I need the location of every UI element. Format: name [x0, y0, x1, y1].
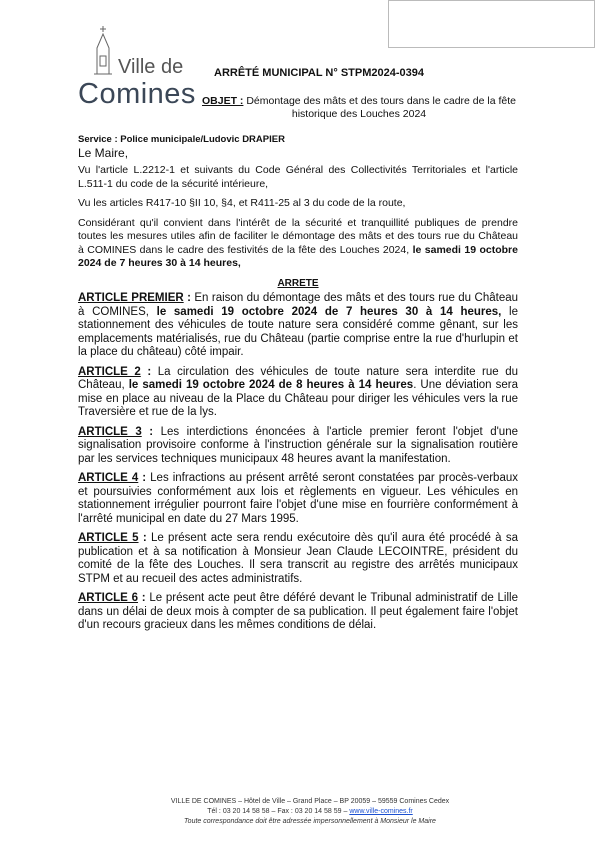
- article-sep: :: [183, 292, 195, 304]
- article-3: [78, 426, 518, 467]
- article-label: ARTICLE 3: [78, 425, 142, 438]
- article-label: ARTICLE 2: [78, 365, 141, 378]
- objet-label: OBJET :: [202, 95, 244, 107]
- logo-line1: Ville de: [118, 56, 184, 78]
- article-bold: le samedi 19 octobre 2024 de 7 heures 30 à 14 heures,: [156, 305, 502, 318]
- considerant-text: Considérant qu'il convient dans l'intérêt de la sécurité et tranquillité publiques de prendre toutes les mesures utiles afin de faciliter le démontage des mâts et des tours rue du Château à COMINES dans le cadre des festivités de la fête des Louches 2024,: [78, 216, 518, 256]
- document-body: [78, 133, 518, 639]
- article-text-end: . Une déviation sera mise en place au niveau de la Place du Château pour diriger les véhicules vers la rue Traversière et rue de la lys.: [78, 379, 518, 418]
- article-text: Le présent acte peut être déféré devant le Tribunal administratif de Lille dans un délai de deux mois à compter de sa publication. Il peut également faire l'objet d'un recours gracieux dans les mêmes conditions de délai.: [78, 592, 518, 631]
- website-link[interactable]: www.ville-comines.fr: [349, 808, 413, 815]
- article-sep: :: [138, 472, 151, 484]
- logo: [78, 26, 198, 110]
- maire-line: Le Maire,: [78, 145, 129, 160]
- article-bold: le samedi 19 octobre 2024 de 8 heures à 14 heures: [128, 379, 414, 391]
- article-5: [78, 532, 518, 586]
- church-icon: [92, 26, 114, 76]
- article-text: Les interdictions énoncées à l'article premier feront l'objet d'une signalisation provisoire conforme à l'instruction générale sur la signalisation routière par les services techniques municipaux 48 heures avant la manifestation.: [78, 425, 518, 465]
- empty-stamp-box: [388, 0, 595, 48]
- article-text: Les infractions au présent arrêté seront constatées par procès-verbaux et poursuivies conformément aux lois et règlements en vigueur. Les véhicules en stationnement irrégulier pourront faire l'objet d'une mise en fourrière conformément à l'arrêté municipal en date du 27 Mars 1995.: [78, 472, 518, 525]
- footer-phone: Tél : 03 20 14 58 58 – Fax : 03 20 14 58 59 –: [207, 808, 350, 815]
- article-text-end: le stationnement des véhicules de toute nature sera considéré comme gênant, sur les emplacements matérialisés, rue du Château (partie comprise entre la rue d'hurlupin et la place du château) côté impair.: [78, 305, 518, 358]
- footer-note: Toute correspondance doit être adressée impersonnellement à Monsieur le Maire: [184, 818, 436, 825]
- objet-text: Démontage des mâts et des tours dans le cadre de la fête historique des Louches 2024: [243, 95, 516, 120]
- logo-line2: Comines: [78, 78, 196, 110]
- article-1: [78, 292, 518, 360]
- vu-paragraph-2: Vu les articles R417-10 §II 10, §4, et R411-25 al 3 du code de la route,: [78, 197, 406, 209]
- footer-address: VILLE DE COMINES – Hôtel de Ville – Grand Place – BP 20059 – 59559 Comines Cedex: [170, 798, 450, 805]
- considerant-paragraph: [78, 217, 518, 271]
- article-6: [78, 592, 518, 633]
- footer-contact: [100, 807, 520, 817]
- arrete-heading: ARRETE: [277, 277, 319, 289]
- article-sep: :: [137, 592, 150, 604]
- objet: [200, 95, 518, 121]
- article-label: ARTICLE 5: [78, 532, 139, 544]
- article-label: ARTICLE 4: [78, 472, 139, 484]
- article-4: [78, 472, 518, 526]
- article-label: ARTICLE PREMIER: [78, 292, 184, 304]
- article-text: Le présent acte sera rendu exécutoire dès qu'il aura été procédé à sa publication et à sa notification à Monsieur Jean Claude LECOINTRE, président du comité de la fête des Louches. Il sera transcrit au registre des arrêtés municipaux STPM et au recueil des actes administratifs.: [78, 532, 519, 585]
- article-2: [78, 366, 518, 420]
- footer: [100, 797, 520, 827]
- article-label: ARTICLE 6: [78, 592, 138, 604]
- article-sep: :: [138, 532, 151, 544]
- considerant-bold: le samedi 19 octobre 2024 de 7 heures 30 à 14 heures,: [78, 243, 518, 269]
- service-line: Service : Police municipale/Ludovic DRAPIER: [78, 134, 285, 145]
- article-sep: :: [141, 425, 161, 438]
- article-text: En raison du démontage des mâts et des tours rue du Château à COMINES,: [78, 292, 519, 318]
- document-title: ARRÊTÉ MUNICIPAL N° STPM2024-0394: [214, 67, 424, 79]
- vu-paragraph-1: Vu l'article L.2212-1 et suivants du Code Général des Collectivités Territoriales et l'article L.511-1 du code de la sécurité intérieure,: [78, 164, 518, 190]
- article-text: La circulation des véhicules de toute nature sera interdite rue du Château,: [78, 365, 518, 391]
- article-sep: :: [140, 365, 158, 378]
